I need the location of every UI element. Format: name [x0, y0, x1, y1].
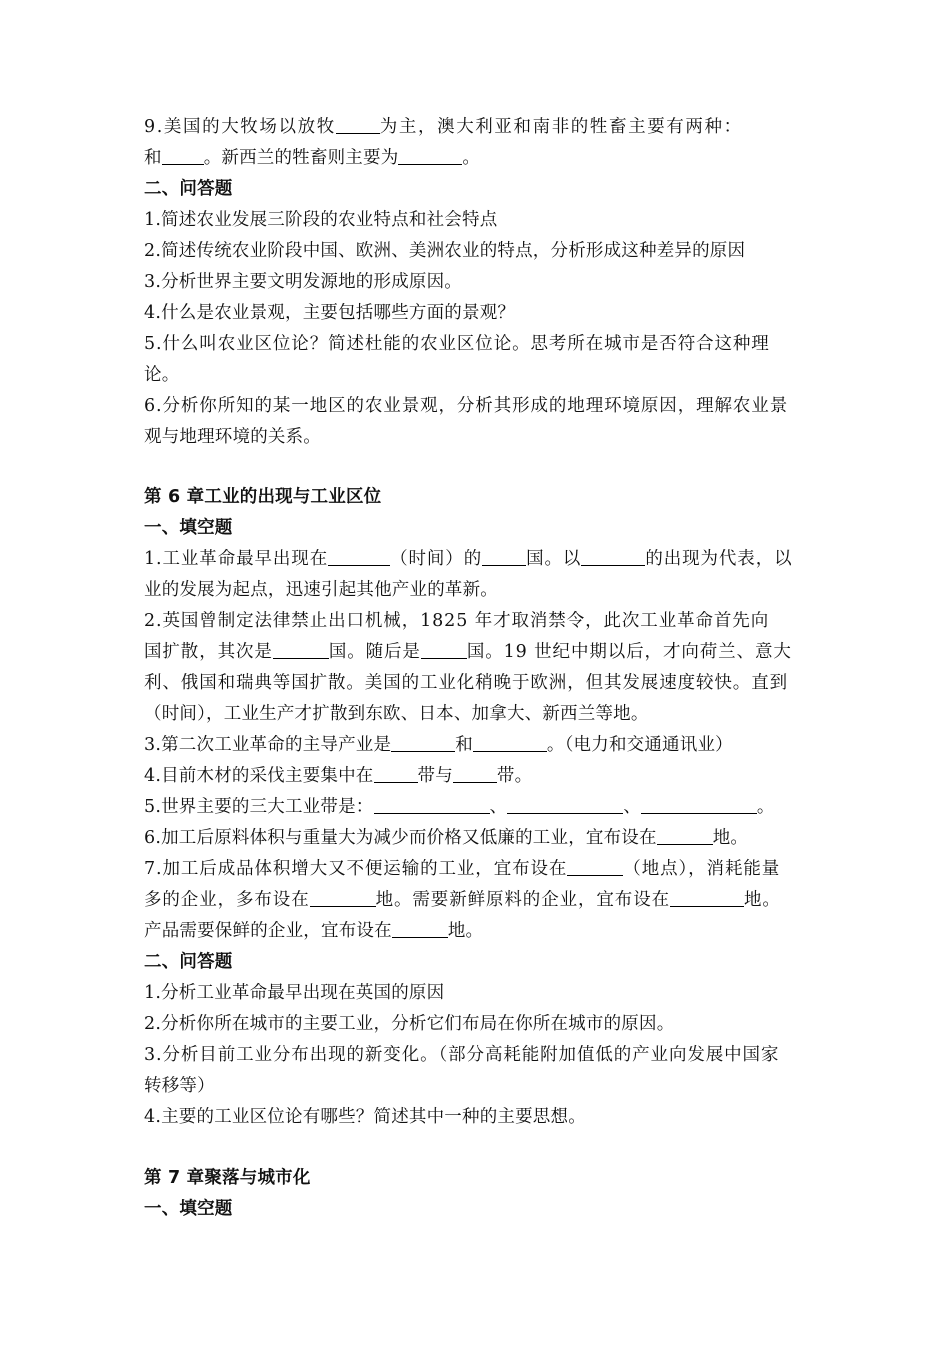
fill-question-4: 4.目前木材的采伐主要集中在 带与 带。 [144, 766, 533, 786]
section-title-fill: 一、填空题 [144, 518, 233, 538]
answer-blank[interactable] [310, 888, 376, 907]
answer-blank[interactable] [567, 857, 623, 876]
answer-blank[interactable] [398, 146, 462, 165]
fill-question-9-line-2: 和 。新西兰的牲畜则主要为 。 [144, 148, 481, 168]
qa-item: 2.简述传统农业阶段中国、欧洲、美洲农业的特点，分析形成这种差异的原因 [144, 241, 746, 261]
answer-blank[interactable] [670, 888, 744, 907]
fill-question-3: 3.第二次工业革命的主导产业是 和 。（电力和交通通讯业） [144, 735, 733, 755]
fill-question-7-line-3: 产品需要保鲜的企业，宜布设在 地。 [144, 921, 484, 941]
fill-question-1-line-2: 业的发展为起点，迅速引起其他产业的革新。 [144, 580, 498, 600]
qa-item: 6.分析你所知的某一地区的农业景观，分析其形成的地理环境原因，理解农业景 [144, 396, 789, 416]
answer-blank[interactable] [336, 115, 380, 134]
qa-item-continuation: 转移等） [144, 1076, 215, 1096]
fill-question-7-line-1: 7.加工后成品体积增大又不便运输的工业，宜布设在 （地点），消耗能量 [144, 859, 781, 879]
chapter-title: 第 6 章工业的出现与工业区位 [144, 487, 382, 507]
section-title-fill: 一、填空题 [144, 1199, 233, 1219]
chapter-title: 第 7 章聚落与城市化 [144, 1168, 311, 1188]
fill-question-2-line-3: 利、俄国和瑞典等国扩散。美国的工业化稍晚于欧洲，但其发展速度较快。直到 [144, 673, 788, 693]
qa-item-continuation: 论。 [144, 365, 180, 385]
qa-item-continuation: 观与地理环境的关系。 [144, 427, 321, 447]
fill-question-6: 6.加工后原料体积与重量大为减少而价格又低廉的工业，宜布设在 地。 [144, 828, 749, 848]
answer-blank[interactable] [581, 547, 645, 566]
qa-item: 4.主要的工业区位论有哪些？简述其中一种的主要思想。 [144, 1107, 586, 1127]
answer-blank[interactable] [657, 826, 713, 845]
qa-item: 2.分析你所在城市的主要工业，分析它们布局在你所在城市的原因。 [144, 1014, 675, 1034]
fill-question-2-line-1: 2.英国曾制定法律禁止出口机械，1825 年才取消禁令，此次工业革命首先向 [144, 611, 770, 631]
answer-blank[interactable] [374, 795, 490, 814]
fill-question-7-line-2: 多的企业，多布设在 地。需要新鲜原料的企业，宜布设在 地。 [144, 890, 781, 910]
answer-blank[interactable] [473, 733, 547, 752]
answer-blank[interactable] [391, 733, 455, 752]
answer-blank[interactable] [162, 146, 204, 165]
fill-question-5: 5.世界主要的三大工业带是： 、 、 。 [144, 797, 775, 817]
fill-question-1-line-1: 1.工业革命最早出现在 （时间）的 国。以 的出现为代表，以 [144, 549, 793, 569]
fill-question-2-line-4: （时间），工业生产才扩散到东欧、日本、加拿大、新西兰等地。 [144, 704, 649, 724]
answer-blank[interactable] [328, 547, 390, 566]
answer-blank[interactable] [392, 919, 448, 938]
answer-blank[interactable] [482, 547, 526, 566]
qa-item: 5.什么叫农业区位论？简述杜能的农业区位论。思考所在城市是否符合这种理 [144, 334, 770, 354]
fill-question-2-line-2: 国扩散，其次是 国。随后是 国。19 世纪中期以后，才向荷兰、意大 [144, 642, 792, 662]
answer-blank[interactable] [507, 795, 623, 814]
answer-blank[interactable] [273, 640, 329, 659]
qa-item: 1.简述农业发展三阶段的农业特点和社会特点 [144, 210, 498, 230]
qa-item: 3.分析世界主要文明发源地的形成原因。 [144, 272, 462, 292]
answer-blank[interactable] [641, 795, 757, 814]
qa-item: 3.分析目前工业分布出现的新变化。（部分高耗能附加值低的产业向发展中国家 [144, 1045, 780, 1065]
qa-item: 1.分析工业革命最早出现在英国的原因 [144, 983, 445, 1003]
section-title-qa: 二、问答题 [144, 179, 233, 199]
fill-question-9-line-1: 9.美国的大牧场以放牧 为主，澳大利亚和南非的牲畜主要有两种： [144, 117, 743, 137]
qa-item: 4.什么是农业景观，主要包括哪些方面的景观？ [144, 303, 516, 323]
answer-blank[interactable] [421, 640, 467, 659]
answer-blank[interactable] [453, 764, 497, 783]
answer-blank[interactable] [374, 764, 418, 783]
section-title-qa: 二、问答题 [144, 952, 233, 972]
